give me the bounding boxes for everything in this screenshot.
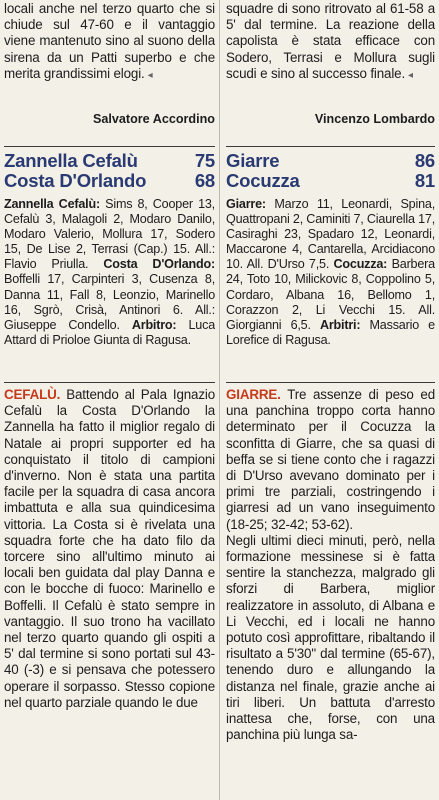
right-article <box>226 387 435 743</box>
continuation-mark: ◂ <box>147 69 153 81</box>
left-article-text: Battendo al Pala Ignazio Cefalù la Costa D'Orlando la Zannella ha fatto il miglior regalo di Natale ai propri supporter ed ha conquistato il titolo di campioni d'inverno. Non è stata una partita facile per la squadra di casa ancora imbattuta e alla sua quindicesima vittoria. La Costa si è rivelata una squadra forte che ha dato filo da torcere sino all'ultimo minuto ai locali ben guidata dal play Danna e con le bocche di fuoco: Marinello e Boffelli. Il Cefalù è stato sempre in vantaggio. Il suo trono ha vacillato nel terzo quarto quando gli ospiti a 5' dal termine si sono portati sul 43-40 (-3) e si pensava che potessero operare il sorpasso. Stesso copione nel quarto parziale quando le due <box>4 387 215 710</box>
right-t1-players: Marzo 11, Leonardi, Spina, Quattropani 2, Caminiti 7, Ciaurella 17, Casiraghi 23, Spadaro 12, Leonardi, Maccarone 4, Cantarella, Arcidiacono 10. All. D'Urso 7,5. <box>226 197 435 272</box>
left-score-box <box>4 146 215 191</box>
right-article-para-1 <box>226 387 435 533</box>
left-t2-label: Costa D'Orlando: <box>103 257 215 272</box>
left-t1-label: Zannella Cefalù: <box>4 197 100 211</box>
right-top-text: squadre di sono ritrovato al 61-58 a 5' dal termine. La reazione della capolista è stata efficace con Sodero, Terrasi e Mollura sugli scudi e sino al successo finale. <box>226 1 435 81</box>
right-score-box <box>226 146 435 191</box>
left-column <box>4 0 215 800</box>
right-top-paragraph <box>226 1 435 84</box>
left-dateline: CEFALÙ. <box>4 387 61 402</box>
right-article-para-2: Negli ultimi dieci minuti, però, nella formazione messinese si è fatta sentire la stanchezza, malgrado gli sforzi di Barbera, miglior realizzatore in assoluto, di Albana e Li Vecchi, ed i locali ne hanno potuto così approfittare, ribaltando il risultato a 5'30" dal termine (65-67), tenendo duro e allungando la distanza nel finale, grazie anche ai tiri liberi. Un battuta d'arresto inattesa che, forse, con una panchina più lunga sa- <box>226 532 435 743</box>
left-boxscore <box>4 197 215 348</box>
right-team2-name: Cocuzza <box>226 170 300 191</box>
left-score-row-1 <box>4 151 215 171</box>
right-score-row-1 <box>226 151 435 171</box>
right-byline: Vincenzo Lombardo <box>314 112 435 126</box>
left-ref-label: Arbitro: <box>131 317 177 332</box>
right-article-rule <box>226 382 435 383</box>
left-article-rule <box>4 382 215 383</box>
left-team1-name: Zannella Cefalù <box>4 150 138 171</box>
right-ref-label: Arbitri: <box>319 317 361 332</box>
left-team2-name: Costa D'Orlando <box>4 170 147 191</box>
right-score-row-2 <box>226 171 435 191</box>
continuation-mark: ◂ <box>408 69 413 81</box>
left-team1-score: 75 <box>194 150 215 171</box>
right-t2-label: Cocuzza: <box>333 257 388 272</box>
column-divider <box>219 0 220 800</box>
right-team1-name: Giarre <box>226 150 280 171</box>
left-team2-score: 68 <box>194 170 215 191</box>
left-t2-players: Boffelli 17, Carpinteri 3, Cusenza 8, Danna 11, Fall 8, Leonzio, Marinello 16, Sgrò, Crisà, Antinori 6. All.: Giuseppe Condello. <box>4 272 215 332</box>
left-ref-text: Luca Attard di Prioloe Giunta di Ragusa. <box>4 317 215 347</box>
right-boxscore <box>226 197 435 348</box>
right-ref-text: Massario e Lorefice di Ragusa. <box>226 317 435 347</box>
left-article <box>4 387 215 711</box>
right-t1-label: Giarre: <box>226 197 266 211</box>
right-team1-score: 86 <box>414 150 435 171</box>
right-team2-score: 81 <box>414 170 435 191</box>
left-byline: Salvatore Accordino <box>92 112 215 126</box>
left-t1-players: Sims 8, Cooper 13, Cefalù 3, Malagoli 2, Modaro Danilo, Modaro Valerio, Mollura 17, Sodero 15, De Lise 2, Terrasi (Cap.) 15. All.: Flavio Priulla. <box>4 197 215 272</box>
left-top-text: locali anche nel terzo quarto che si chiude sul 47-60 e il vantaggio viene mantenuto sino al suono della sirena da un Patti superbo e che merita grandissimi elogi. <box>4 1 215 81</box>
right-article-text-1: Tre assenze di peso ed una panchina troppo corta hanno determinato per il Cocuzza la sconfitta di Giarre, che sa quasi di beffa se si tiene conto che i ragazzi di D'Urso avevano dominato per i primi tre parziali, costringendo i giarresi ad un vano inseguimento (18-25; 32-42; 53-62). <box>226 387 435 532</box>
left-score-row-2 <box>4 171 215 191</box>
right-t2-players: Barbera 24, Toto 10, Milickovic 8, Coppolino 5, Cordaro, Albana 16, Bellomo 1, Corazzon 2, Li Vecchi 15. All. Giorgianni 6,5. <box>226 257 435 332</box>
left-top-paragraph <box>4 1 215 84</box>
right-dateline: GIARRE. <box>226 387 281 402</box>
right-column <box>226 0 435 800</box>
